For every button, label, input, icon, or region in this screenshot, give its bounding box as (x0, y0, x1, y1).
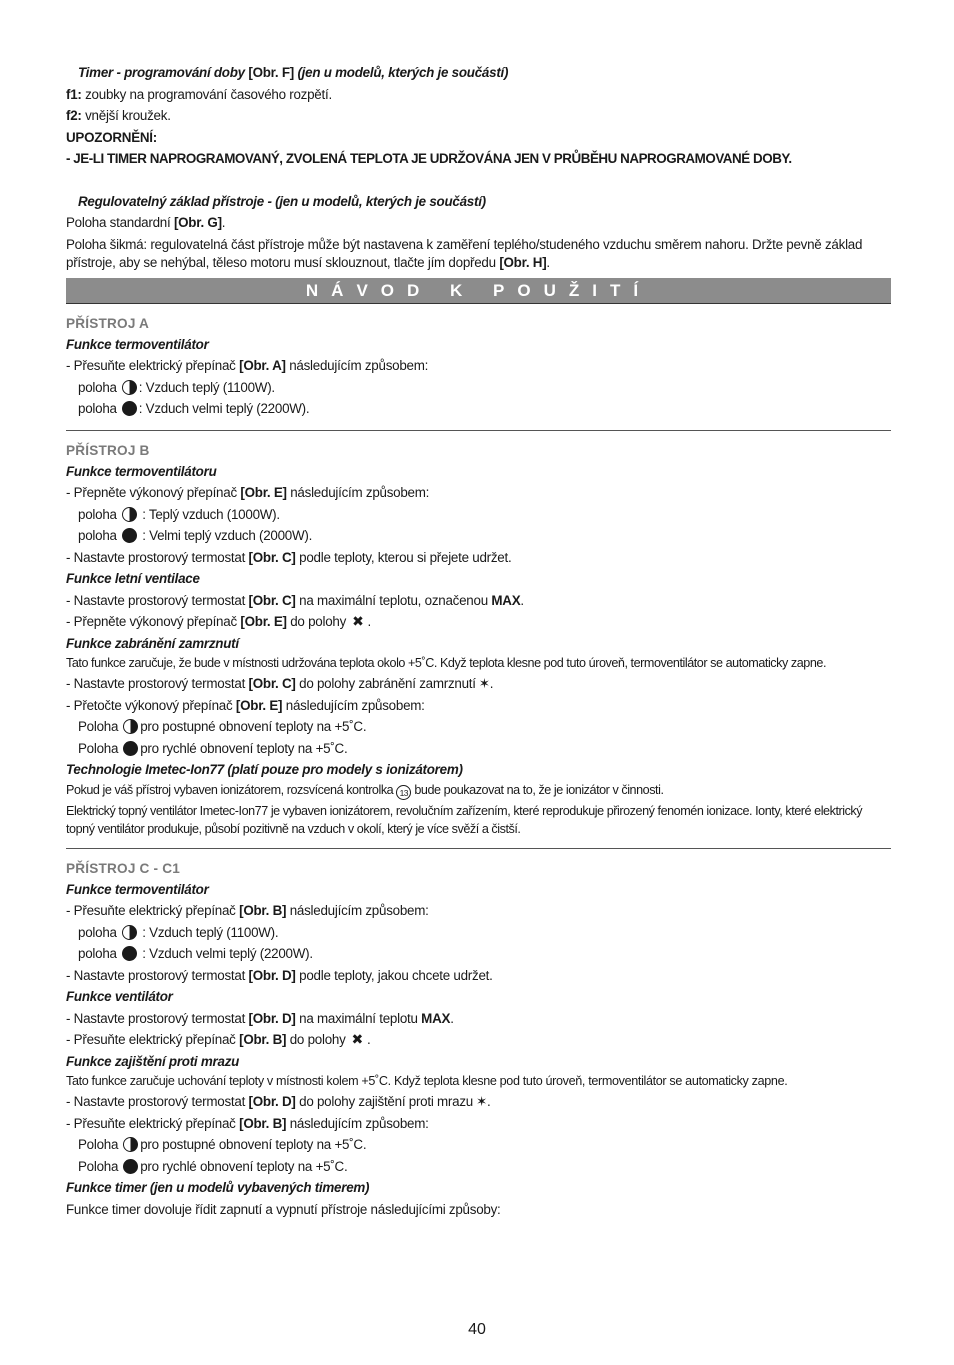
device-c-pos4-text: pro rychlé obnovení teploty na +5˚C. (140, 1158, 348, 1174)
device-b-pos2 (66, 525, 891, 547)
instructions-banner: NÁVOD K POUŽITÍ (66, 278, 891, 304)
device-a-pos2-text: : Vzduch velmi teplý (2200W). (138, 401, 310, 416)
device-b-line4-text: - Přepněte výkonový přepínač (66, 614, 237, 629)
half-filled-circle-icon (123, 1137, 138, 1152)
device-c-pos1 (66, 922, 891, 944)
device-b-line5-tail: do polohy zabránění zamrznutí (299, 676, 476, 691)
half-filled-circle-icon (123, 719, 138, 734)
device-a-func1: Funkce termoventilátor (66, 336, 209, 352)
device-c-pos3-text: pro postupné obnovení teploty na +5˚C. (140, 1137, 367, 1152)
device-a-title: PŘÍSTROJ A (66, 315, 150, 331)
device-c-line4-ref: [Obr. B] (239, 1032, 287, 1047)
warning-text: - JE-LI TIMER NAPROGRAMOVANÝ, ZVOLENÁ TEPLOTA JE UDRŽOVÁNA JEN V PRŮBĚHU NAPROGRAMOVANÉ DOBY. (66, 151, 792, 166)
device-b-pos2-label: poloha (78, 528, 117, 543)
device-b-ion1-tail: bude poukazovat na to, že je ionizátor v činnosti. (414, 782, 664, 797)
device-c-line5-text: - Nastavte prostorový termostat (66, 1094, 246, 1109)
device-b-pos4-text: pro rychlé obnovení teploty na +5˚C. (140, 740, 348, 756)
device-c-pos1-label: poloha (78, 924, 117, 940)
f1-line (66, 84, 891, 106)
device-b-line6-ref: [Obr. E] (235, 697, 283, 713)
device-a-pos1-label: poloha (78, 379, 117, 395)
device-c-pos4 (66, 1156, 891, 1178)
device-c-pos1-text: : Vzduch teplý (1100W). (142, 924, 279, 940)
fan-icon: ✖ (351, 1031, 364, 1047)
device-a-pos2-label: poloha (78, 401, 117, 416)
device-c-line1-tail: následujícím způsobem: (289, 903, 429, 918)
timer-heading-text: Timer - programování doby (78, 65, 245, 80)
device-c-func2: Funkce ventilátor (66, 989, 173, 1004)
device-b-line4-tail: do polohy (290, 614, 347, 629)
device-b-line1-text: - Přepněte výkonový přepínač (66, 485, 237, 500)
device-c-pos3-label: Poloha (78, 1137, 119, 1152)
device-c-line5: - Nastavte prostorový termostat [Obr. D] do polohy zajištění proti mrazu ✶. (66, 1091, 891, 1113)
device-c-line4-text: - Přesuňte elektrický přepínač (66, 1032, 236, 1047)
device-b-pos1-label: poloha (78, 506, 117, 522)
device-c-line2-text: - Nastavte prostorový termostat (66, 967, 246, 983)
device-c-line6-tail: následujícím způsobem: (289, 1115, 429, 1131)
f2-line (66, 105, 891, 127)
filled-circle-icon (122, 401, 137, 416)
base-heading: Regulovatelný základ přístroje - (jen u modelů, kterých je součástí) (78, 193, 486, 209)
timer-heading-note: (jen u modelů, kterých je součástí) (297, 65, 509, 80)
f2-label: f2: (66, 108, 82, 123)
device-b-pos2-text: : Velmi teplý vzduch (2000W). (142, 528, 313, 543)
device-b-title: PŘÍSTROJ B (66, 442, 150, 458)
device-b-line4-ref: [Obr. E] (240, 614, 287, 629)
device-b-line3-ref: [Obr. C] (248, 592, 296, 608)
device-c-func3: Funkce zajištění proti mrazu (66, 1053, 240, 1069)
device-c-pos2-label: poloha (78, 946, 117, 961)
device-c-line6 (66, 1113, 891, 1135)
device-b-line5: - Nastavte prostorový termostat [Obr. C] do polohy zabránění zamrznutí ✶. (66, 673, 891, 695)
device-b-line5-text: - Nastavte prostorový termostat (66, 676, 246, 691)
f2-text: vnější kroužek. (85, 108, 171, 123)
filled-circle-icon (122, 528, 137, 543)
f1-label: f1: (66, 86, 82, 102)
device-b-pos3-label: Poloha (78, 719, 119, 734)
snowflake-icon: ✶ (478, 676, 490, 691)
device-c-line1 (66, 900, 891, 922)
device-b-frost-text: Tato funkce zaručuje, že bude v místnosti udržována teplota okolo +5˚C. Když teplota klesne pod tuto úroveň, termoventilátor se automaticky zapne. (66, 656, 827, 670)
device-b-line2-tail: podle teploty, kterou si přejete udržet. (299, 549, 512, 565)
device-c-line3-tail: na maximální teplotu (299, 1010, 418, 1026)
device-b-func3: Funkce zabránění zamrznutí (66, 635, 239, 651)
device-b-line3-tail: na maximální teplotu, označenou (299, 592, 488, 608)
device-b-line6-text: - Přetočte výkonový přepínač (66, 697, 233, 713)
base-oblique-ref: [Obr. H] (499, 254, 547, 270)
timer-heading-ref: [Obr. F] (248, 65, 294, 80)
device-a-line1-ref: [Obr. A] (239, 358, 286, 373)
base-oblique-text: Poloha šikmá: regulovatelná část přístroje může být nastavena k zaměření teplého/studeného vzduchu směrem nahoru. Držte pevně základ přístroje, aby se nehýbal, těleso motoru musí sklouznout, tlačte jím dopředu (66, 236, 863, 270)
device-c-line1-text: - Přesuňte elektrický přepínač (66, 903, 236, 918)
page-number: 40 (468, 1321, 486, 1338)
manual-page (66, 62, 891, 1220)
device-b-line2 (66, 547, 891, 569)
f1-text: zoubky na programování časového rozpětí. (85, 86, 332, 102)
device-a-pos1 (66, 377, 891, 399)
device-b-pos4-label: Poloha (78, 740, 119, 756)
timer-heading (66, 62, 891, 84)
device-c-func1: Funkce termoventilátor (66, 881, 209, 897)
device-c-line4-tail: do polohy (289, 1032, 346, 1047)
device-c-line6-text: - Přesuňte elektrický přepínač (66, 1115, 236, 1131)
filled-circle-icon (123, 1159, 138, 1174)
device-b-line6 (66, 695, 891, 717)
device-c-title: PŘÍSTROJ C - C1 (66, 860, 181, 876)
device-c-timer-text: Funkce timer dovoluje řídit zapnutí a vypnutí přístroje následujícími způsoby: (66, 1201, 501, 1217)
device-a-pos1-text: : Vzduch teplý (1100W). (138, 379, 275, 395)
device-b-line1 (66, 482, 891, 504)
device-b-pos1-text: : Teplý vzduch (1000W). (142, 506, 280, 522)
device-c-line6-ref: [Obr. B] (239, 1115, 287, 1131)
snowflake-icon: ✶ (476, 1094, 487, 1109)
device-c-pos3 (66, 1134, 891, 1156)
device-b-line5-ref: [Obr. C] (248, 676, 296, 691)
device-c-line1-ref: [Obr. B] (239, 903, 287, 918)
device-c-max: MAX (421, 1010, 451, 1026)
device-c-line5-tail: do polohy zajištění proti mrazu (299, 1094, 473, 1109)
device-c-line3-ref: [Obr. D] (248, 1010, 296, 1026)
warning-label: UPOZORNĚNÍ: (66, 129, 157, 145)
indicator-13-icon: 13 (396, 785, 411, 800)
device-b-ion1-text: Pokud je váš přístroj vybaven ionizátorem, rozsvícená kontrolka (66, 782, 394, 797)
filled-circle-icon (122, 946, 137, 961)
device-b-func4: Technologie Imetec-Ion77 (platí pouze pro modely s ionizátorem) (66, 762, 463, 777)
device-c-line4: - Přesuňte elektrický přepínač [Obr. B] do polohy ✖ . (66, 1029, 891, 1051)
device-c-pos2-text: : Vzduch velmi teplý (2200W). (142, 946, 313, 961)
device-b-ion1 (66, 781, 891, 800)
device-b-ion2: Elektrický topný ventilátor Imetec-Ion77 je vybaven ionizátorem, revolučním zařízením, které reprodukuje přirozený fenomén ionizace. Ionty, které elektrický topný ventilátor produkuje, působí pozitivně na vzduch v okolí, který je více svěží a čistší. (66, 803, 863, 836)
divider (66, 848, 891, 849)
device-b-line2-ref: [Obr. C] (248, 549, 296, 565)
device-b-line3: - Nastavte prostorový termostat [Obr. C] na maximální teplotu, označenou MAX. (66, 592, 524, 608)
device-a-line1-tail: následujícím způsobem: (289, 358, 429, 373)
base-standard: Poloha standardní [Obr. G]. (66, 215, 226, 230)
device-c-func4: Funkce timer (jen u modelů vybavených timerem) (66, 1180, 370, 1195)
device-c-line2-ref: [Obr. D] (248, 967, 296, 983)
base-oblique: Poloha šikmá: regulovatelná část přístroje může být nastavena k zaměření teplého/studeného vzduchu směrem nahoru. Držte pevně základ přístroje, aby se nehýbal, těleso motoru musí sklouznout, tlačte jím dopředu [Obr. H]. (66, 236, 863, 270)
half-filled-circle-icon (122, 380, 137, 395)
device-c-pos2 (66, 943, 891, 965)
device-b-line6-tail: následujícím způsobem: (285, 697, 425, 713)
filled-circle-icon (123, 741, 138, 756)
fan-icon: ✖ (352, 613, 364, 629)
device-c-line5-ref: [Obr. D] (248, 1094, 296, 1109)
device-c-frost-text: Tato funkce zaručuje uchování teploty v místnosti kolem +5˚C. Když teplota klesne pod tuto úroveň, termoventilátor se automaticky zapne. (66, 1074, 788, 1088)
device-b-func1: Funkce termoventilátoru (66, 463, 217, 479)
divider (66, 430, 891, 431)
device-b-line3-text: - Nastavte prostorový termostat (66, 592, 246, 608)
base-standard-ref: [Obr. G] (173, 215, 222, 230)
device-b-line2-text: - Nastavte prostorový termostat (66, 549, 246, 565)
half-filled-circle-icon (122, 507, 137, 522)
device-b-pos3 (66, 716, 891, 738)
device-b-max: MAX (491, 592, 521, 608)
device-a-line1 (66, 355, 891, 377)
device-a-line1-text: - Přesuňte elektrický přepínač (66, 358, 236, 373)
device-c-line2-tail: podle teploty, jakou chcete udržet. (299, 967, 493, 983)
half-filled-circle-icon (122, 925, 137, 940)
device-b-line1-ref: [Obr. E] (240, 485, 287, 500)
device-a-pos2 (66, 398, 891, 420)
device-c-line3-text: - Nastavte prostorový termostat (66, 1010, 246, 1026)
base-standard-text: Poloha standardní (66, 215, 171, 230)
device-b-line4: - Přepněte výkonový přepínač [Obr. E] do polohy ✖ . (66, 611, 891, 633)
device-b-pos3-text: pro postupné obnovení teploty na +5˚C. (140, 719, 367, 734)
device-b-pos4 (66, 738, 891, 760)
device-b-line1-tail: následujícím způsobem: (290, 485, 430, 500)
device-b-pos1 (66, 504, 891, 526)
device-c-pos4-label: Poloha (78, 1158, 119, 1174)
device-c-line2 (66, 965, 891, 987)
device-c-line3: - Nastavte prostorový termostat [Obr. D] na maximální teplotu MAX. (66, 1010, 454, 1026)
device-b-func2: Funkce letní ventilace (66, 571, 200, 586)
